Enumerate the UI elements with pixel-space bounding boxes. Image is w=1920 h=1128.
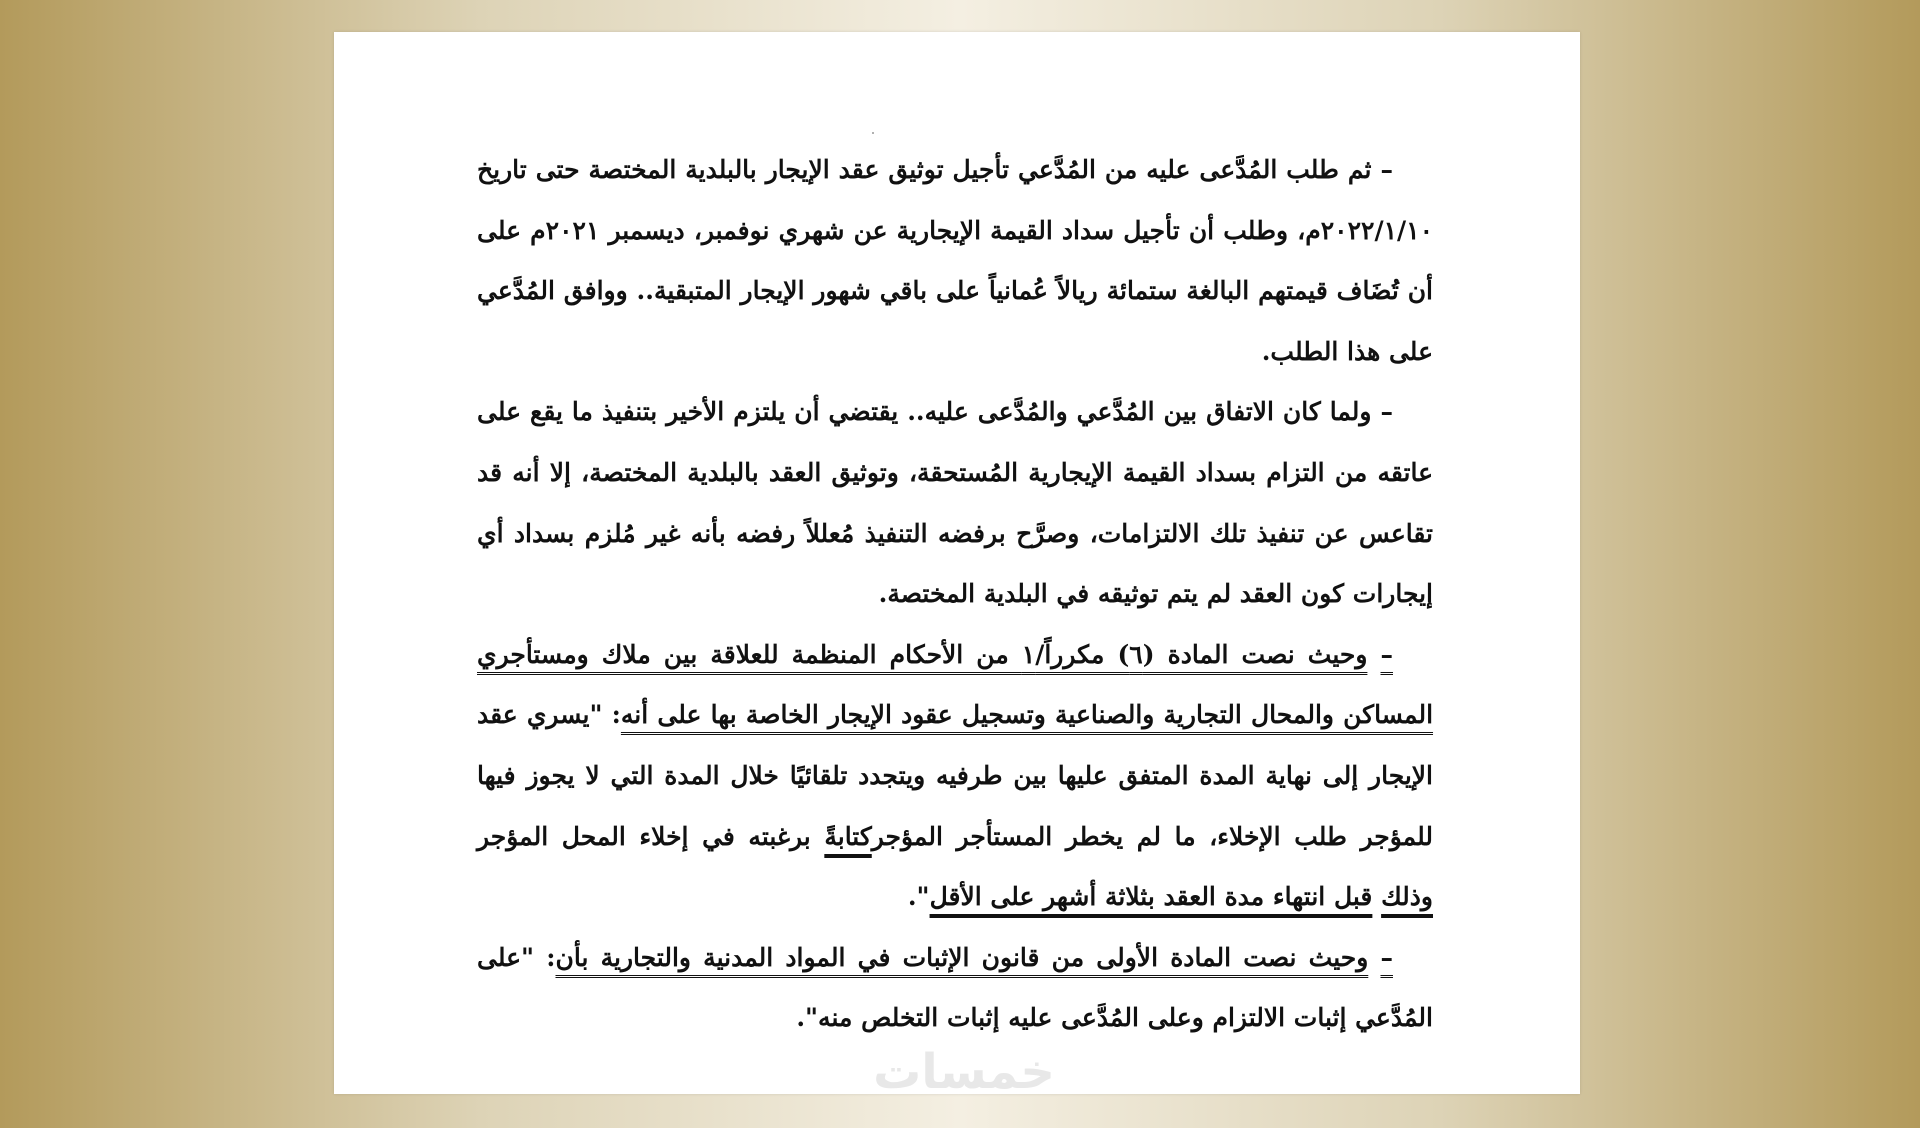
paragraph-3-emphasis-that: وذلك (1381, 882, 1433, 912)
paragraph-4-quote: : "على المُدَّعي إثبات الالتزام وعلى المُدَّعى عليه إثبات التخلص منه". (477, 942, 1433, 1033)
paragraph-1-dash: – (1380, 155, 1393, 184)
paragraph-3-quote-end: ". (907, 882, 930, 912)
paragraph-3-emphasis-writing: كتابةً (824, 821, 872, 851)
paragraph-2-text: ولما كان الاتفاق بين المُدَّعي والمُدَّعى عليه.. يقتضي أن يلتزم الأخير بتنفيذ ما يقع على عاتقه من التزام بسداد القيمة الإيجارية المُستحقة، وتوثيق العقد بالبلدية المختصة، إلا أنه قد تقاعس عن تنفيذ تلك الالتزامات، وصرَّح برفضه التنفيذ مُعللاً رفضه بأنه غير مُلزم بسداد أي إيجارات كون العقد لم يتم توثيقه في البلدية المختصة. (477, 397, 1433, 609)
watermark-logo: خمسات (873, 1044, 1055, 1100)
paragraph-3-dash: – (1380, 639, 1393, 669)
document-page (334, 32, 1580, 1100)
paragraph-3 (477, 625, 1433, 928)
stray-dot (872, 132, 874, 134)
paragraph-1 (477, 140, 1433, 382)
document-body (477, 140, 1433, 1049)
paragraph-1-text: ثم طلب المُدَّعى عليه من المُدَّعي تأجيل توثيق عقد الإيجار بالبلدية المختصة حتى تاريخ ٢٠٢٢/١/١٠م، وطلب أن تأجيل سداد القيمة الإيجارية عن شهري نوفمبر، ديسمبر ٢٠٢١م على أن تُضَاف قيمتهم البالغة ستمائة ريالاً عُمانياً على باقي شهور الإيجار المتبقية.. ووافق المُدَّعي على هذا الطلب. (477, 155, 1434, 366)
paragraph-3-underlined-intro: وحيث نصت المادة (٦) مكرراً/١ من الأحكام المنظمة للعلاقة بين ملاك ومستأجري المساكن والمحال التجارية والصناعية وتسجيل عقود الإيجار الخاصة بها على أنه (477, 639, 1434, 730)
paragraph-3-quote-start: : "يسري عقد الإيجار إلى نهاية المدة المتفق عليها بين طرفيه ويتجدد تلقائيًا خلال المدة التي لا يجوز فيها للمؤجر طلب الإخلاء، ما لم يخطر المستأجر المؤجر (477, 700, 1433, 851)
paragraph-2-dash: – (1380, 397, 1393, 427)
paragraph-4-dash: – (1380, 942, 1393, 972)
paragraph-3-quote-mid: برغبته في إخلاء المحل المؤجر (477, 821, 825, 851)
paragraph-4-underlined-intro: وحيث نصت المادة الأولى من قانون الإثبات في المواد المدنية والتجارية بأن (555, 942, 1369, 972)
paragraph-3-emphasis-three-months: قبل انتهاء مدة العقد بثلاثة أشهر على الأقل (929, 882, 1373, 912)
paragraph-4 (477, 928, 1433, 1049)
paragraph-2 (477, 382, 1433, 624)
